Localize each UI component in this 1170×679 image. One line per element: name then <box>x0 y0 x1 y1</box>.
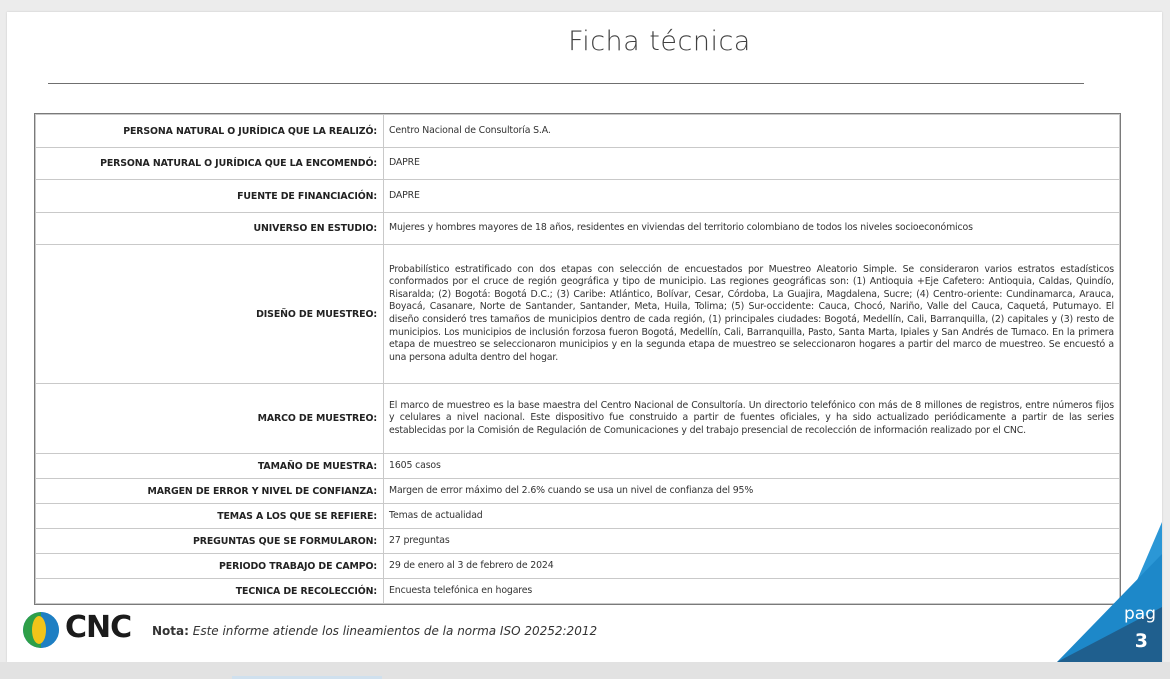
row-value: 29 de enero al 3 de febrero de 2024 <box>384 554 1120 579</box>
table-row <box>36 245 1120 384</box>
table-row <box>36 579 1120 604</box>
page-number: 3 <box>1134 630 1148 652</box>
cnc-logo-icon <box>23 612 59 648</box>
row-value: Encuesta telefónica en hogares <box>384 579 1120 604</box>
row-label: PREGUNTAS QUE SE FORMULARON: <box>36 529 384 554</box>
row-value: DAPRE <box>384 148 1120 180</box>
row-value: Probabilístico estratificado con dos etapas con selección de encuestados por Muestreo Aleatorio Simple. Se consideraron varios estratos estadísticos conformados por el cruce de región geográfica y tipo de municipio. Las regiones geográficas son: (1) Antioquia +Eje Cafetero: Antioquia, Caldas, Quindío, Risaralda; (2) Bogotá: Bogotá D.C.; (3) Caribe: Atlántico, Bolívar, Cesar, Córdoba, La Guajira, Magdalena, Sucre; (4) Centro-oriente: Cundinamarca, Arauca, Boyacá, Casanare, Norte de Santander, Santander, Meta, Huila, Tolima; (5) Sur-occidente: Cauca, Chocó, Nariño, Valle del Cauca, Caquetá, Putumayo. El diseño consideró tres tamaños de municipios dentro de cada región, (1) principales ciudades: Bogotá, Medellín, Cali, Barranquilla, (2) capitales y (3) resto de municipios. Los municipios de inclusión forzosa fueron Bogotá, Medellín, Cali, Barranquilla, Pasto, Santa Marta, Ipiales y San Andrés de Tumaco. En la primera etapa de muestreo se seleccionaron municipios y en la segunda etapa de muestreo se seleccionaron hogares a partir del marco de muestreo. Se encuestó a una persona adulta dentro del hogar. <box>384 245 1120 384</box>
table-row <box>36 384 1120 454</box>
slide <box>7 12 1162 662</box>
row-value: Temas de actualidad <box>384 504 1120 529</box>
brand-name: CNC <box>65 610 132 645</box>
row-label: DISEÑO DE MUESTREO: <box>36 245 384 384</box>
row-label: PERIODO TRABAJO DE CAMPO: <box>36 554 384 579</box>
row-label: UNIVERSO EN ESTUDIO: <box>36 213 384 245</box>
note-text: Este informe atiende los lineamientos de la norma ISO 20252:2012 <box>188 624 598 638</box>
row-label: MARGEN DE ERROR Y NIVEL DE CONFIANZA: <box>36 479 384 504</box>
table-row <box>36 554 1120 579</box>
row-label: PERSONA NATURAL O JURÍDICA QUE LA REALIZÓ: <box>36 115 384 148</box>
row-value: Margen de error máximo del 2.6% cuando se usa un nivel de confianza del 95% <box>384 479 1120 504</box>
footer-note <box>152 624 597 638</box>
row-label: TECNICA DE RECOLECCIÓN: <box>36 579 384 604</box>
row-label: MARCO DE MUESTREO: <box>36 384 384 454</box>
row-value: Mujeres y hombres mayores de 18 años, residentes en viviendas del territorio colombiano de todos los niveles socioeconómicos <box>384 213 1120 245</box>
row-value: DAPRE <box>384 180 1120 213</box>
row-value: 1605 casos <box>384 454 1120 479</box>
page-title: Ficha técnica <box>568 26 751 57</box>
table-row <box>36 454 1120 479</box>
table-row <box>36 529 1120 554</box>
title-divider <box>48 83 1084 84</box>
row-label: TAMAÑO DE MUESTRA: <box>36 454 384 479</box>
row-value: Centro Nacional de Consultoría S.A. <box>384 115 1120 148</box>
table-row <box>36 213 1120 245</box>
table-row <box>36 148 1120 180</box>
row-value: 27 preguntas <box>384 529 1120 554</box>
table-row <box>36 115 1120 148</box>
row-value: El marco de muestreo es la base maestra del Centro Nacional de Consultoría. Un directorio telefónico con más de 8 millones de registros, entre números fijos y celulares a nivel nacional. Este dispositivo fue construido a partir de fuentes oficiales, y ha sido actualizado periódicamente a partir de las series establecidas por la Comisión de Regulación de Comunicaciones y del trabajo presencial de recolección de información realizado por el CNC. <box>384 384 1120 454</box>
page-label: pag <box>1124 604 1156 624</box>
note-label: Nota: <box>152 624 189 638</box>
row-label: PERSONA NATURAL O JURÍDICA QUE LA ENCOMENDÓ: <box>36 148 384 180</box>
row-label: TEMAS A LOS QUE SE REFIERE: <box>36 504 384 529</box>
table-row <box>36 180 1120 213</box>
bottom-strip <box>0 662 1170 679</box>
ficha-tecnica-table <box>35 114 1120 604</box>
row-label: FUENTE DE FINANCIACIÓN: <box>36 180 384 213</box>
table-row <box>36 504 1120 529</box>
table-row <box>36 479 1120 504</box>
